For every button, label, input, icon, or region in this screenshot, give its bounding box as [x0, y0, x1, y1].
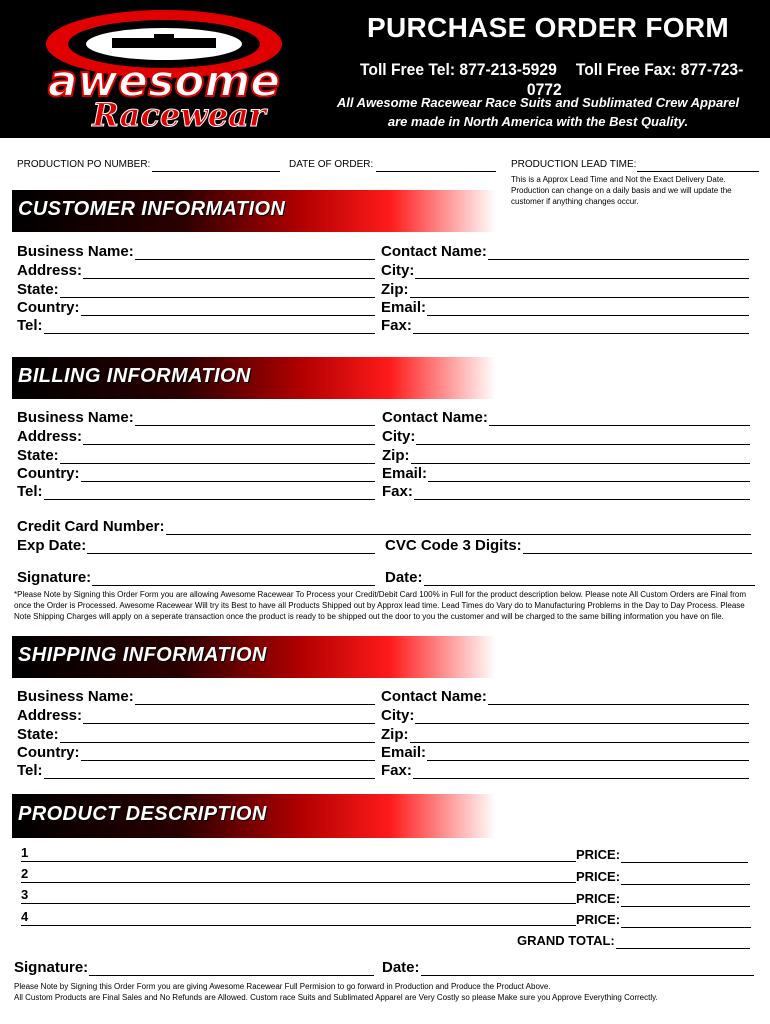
field-label: State: — [17, 726, 59, 743]
shipping-business-name-field[interactable] — [17, 686, 375, 705]
field-label: Email: — [381, 299, 427, 316]
product-price-field[interactable] — [576, 866, 750, 885]
product-item-number: 1 — [21, 845, 29, 860]
field-label: Country: — [17, 465, 80, 482]
product-item-line[interactable] — [21, 925, 576, 926]
field-label: Business Name: — [17, 688, 134, 705]
field-label: Tel: — [17, 762, 43, 779]
product-item-line[interactable] — [21, 861, 576, 862]
product-price-field[interactable] — [576, 844, 748, 863]
field-label: Address: — [17, 262, 83, 279]
billing-contact-name-field[interactable] — [382, 407, 750, 426]
product-description-heading: PRODUCT DESCRIPTION — [18, 803, 267, 825]
billing-city-field[interactable] — [382, 426, 750, 445]
field-label: Tel: — [17, 483, 43, 500]
field-label: Address: — [17, 428, 83, 445]
product-item-line[interactable] — [21, 882, 576, 883]
billing-country-field[interactable] — [17, 463, 375, 482]
field-label: PRICE: — [576, 847, 621, 862]
billing-info-banner — [12, 357, 496, 399]
product-approval-note — [14, 981, 758, 1003]
grand-total-field[interactable] — [517, 930, 750, 949]
field-label: CVC Code 3 Digits: — [385, 537, 522, 554]
lead-time-field[interactable] — [637, 171, 759, 172]
billing-business-name-field[interactable] — [17, 407, 375, 426]
product-date-field[interactable] — [382, 957, 754, 976]
header-bar — [0, 0, 770, 138]
header-quality-note — [330, 93, 746, 131]
field-label: Date: — [382, 959, 420, 976]
cvc-code-field[interactable] — [385, 535, 752, 554]
billing-fax-field[interactable] — [382, 481, 750, 500]
exp-date-field[interactable] — [17, 535, 375, 554]
field-label: Email: — [382, 465, 428, 482]
field-label: Zip: — [382, 447, 410, 464]
field-label: GRAND TOTAL: — [517, 933, 615, 948]
product-price-field[interactable] — [576, 888, 750, 907]
field-label: Contact Name: — [382, 409, 488, 426]
billing-state-field[interactable] — [17, 445, 375, 464]
header-note-line1: All Awesome Racewear Race Suits and Sublimated Crew Apparel — [336, 95, 740, 110]
product-item-number: 4 — [21, 909, 29, 924]
page-title: PURCHASE ORDER FORM — [367, 12, 729, 43]
shipping-info-heading: SHIPPING INFORMATION — [18, 644, 267, 666]
field-label: Business Name: — [17, 409, 134, 426]
billing-date-field[interactable] — [385, 567, 755, 586]
shipping-tel-field[interactable] — [17, 760, 375, 779]
credit-card-number-field[interactable] — [17, 516, 751, 535]
field-label: Email: — [381, 744, 427, 761]
shipping-city-field[interactable] — [381, 705, 749, 724]
po-number-label: PRODUCTION PO NUMBER: — [17, 159, 151, 170]
toll-free-tel: Toll Free Tel: 877-213-5929 — [360, 60, 557, 79]
shipping-country-field[interactable] — [17, 742, 375, 761]
field-label: PRICE: — [576, 912, 621, 927]
field-label: Country: — [17, 299, 80, 316]
shipping-zip-field[interactable] — [381, 724, 749, 743]
field-label: State: — [17, 447, 59, 464]
customer-tel-field[interactable] — [17, 315, 375, 334]
order-date-label: DATE OF ORDER: — [289, 159, 374, 170]
field-label: Zip: — [381, 281, 409, 298]
billing-address-field[interactable] — [17, 426, 375, 445]
shipping-state-field[interactable] — [17, 724, 375, 743]
shipping-email-field[interactable] — [381, 742, 749, 761]
customer-info-heading: CUSTOMER INFORMATION — [18, 198, 286, 220]
header-note-line2: are made in North America with the Best Quality. — [387, 114, 689, 129]
product-item-number: 3 — [21, 887, 29, 902]
customer-address-field[interactable] — [17, 260, 375, 279]
billing-zip-field[interactable] — [382, 445, 750, 464]
shipping-contact-name-field[interactable] — [381, 686, 749, 705]
field-label: PRICE: — [576, 891, 621, 906]
field-label: Contact Name: — [381, 688, 487, 705]
lead-time-note: This is a Approx Lead Time and Not the Exact Delivery Date. Production can change on a daily basis and we will update the customer if anything changes occur. — [511, 175, 732, 206]
customer-country-field[interactable] — [17, 297, 375, 316]
field-label: Exp Date: — [17, 537, 87, 554]
customer-info-banner — [12, 190, 496, 232]
billing-tel-field[interactable] — [17, 481, 375, 500]
customer-contact-name-field[interactable] — [381, 241, 749, 260]
approval-note-line1: Please Note by Signing this Order Form you are giving Awesome Racewear Full Permision to go forward in Production and Produce the Product Above. — [14, 982, 551, 991]
field-label: Date: — [385, 569, 423, 586]
brand-bottom-text: Racewear — [92, 96, 266, 134]
field-label: Fax: — [381, 762, 412, 779]
product-signature-field[interactable] — [14, 957, 374, 976]
customer-state-field[interactable] — [17, 279, 375, 298]
shipping-info-banner — [12, 636, 496, 678]
customer-fax-field[interactable] — [381, 315, 749, 334]
toll-free-fax: Toll Free Fax: 877-723-0772 — [526, 60, 744, 99]
field-label: Signature: — [14, 959, 89, 976]
field-label: Business Name: — [17, 243, 134, 260]
field-label: City: — [382, 428, 416, 445]
shipping-fax-field[interactable] — [381, 760, 749, 779]
field-label: Contact Name: — [381, 243, 487, 260]
field-label: Signature: — [17, 569, 92, 586]
product-description-banner — [12, 794, 496, 838]
product-item-line[interactable] — [21, 903, 576, 904]
customer-business-name-field[interactable] — [17, 241, 375, 260]
billing-signature-field[interactable] — [17, 567, 375, 586]
billing-authorization-note: *Please Note by Signing this Order Form you are allowing Awesome Racewear To Process your Credit/Debit Card 100% in Full for the product description below. Please note All Custom Orders are Final from once the Order is Processed. Awesome Racewear Will try its Best to have all Products Shipped out by Approx lead time. Lead Times do Vary do to Manufacturing Problems in the Day to Day Process. Please Note Shipping Charges will apply on a seperate transaction once the product is ready to be shipped out the door to you the customer and will be charged to the same billing information you have on file. — [14, 590, 747, 621]
field-label: Fax: — [381, 317, 412, 334]
field-label: Country: — [17, 744, 80, 761]
lead-time-label: PRODUCTION LEAD TIME: — [511, 159, 637, 170]
field-label: Zip: — [381, 726, 409, 743]
field-label: City: — [381, 707, 415, 724]
field-label: PRICE: — [576, 869, 621, 884]
field-label: Fax: — [382, 483, 413, 500]
product-item-number: 2 — [21, 866, 29, 881]
po-number-field[interactable] — [152, 171, 280, 172]
customer-city-field[interactable] — [381, 260, 749, 279]
customer-email-field[interactable] — [381, 297, 749, 316]
field-label: State: — [17, 281, 59, 298]
brand-top-text: awesome — [47, 56, 281, 107]
customer-zip-field[interactable] — [381, 279, 749, 298]
field-label: Address: — [17, 707, 83, 724]
field-label: Tel: — [17, 317, 43, 334]
shipping-address-field[interactable] — [17, 705, 375, 724]
brand-logo — [4, 4, 322, 134]
approval-note-line2: All Custom Products are Final Sales and No Refunds are Allowed. Custom race Suits and Sublimated Apparel are Very Costly so please Make sure you Approve Everything Correctly. — [14, 993, 658, 1002]
order-date-field[interactable] — [376, 171, 496, 172]
billing-email-field[interactable] — [382, 463, 750, 482]
field-label: Credit Card Number: — [17, 518, 165, 535]
field-label: City: — [381, 262, 415, 279]
product-price-field[interactable] — [576, 909, 751, 928]
billing-info-heading: BILLING INFORMATION — [18, 365, 251, 387]
